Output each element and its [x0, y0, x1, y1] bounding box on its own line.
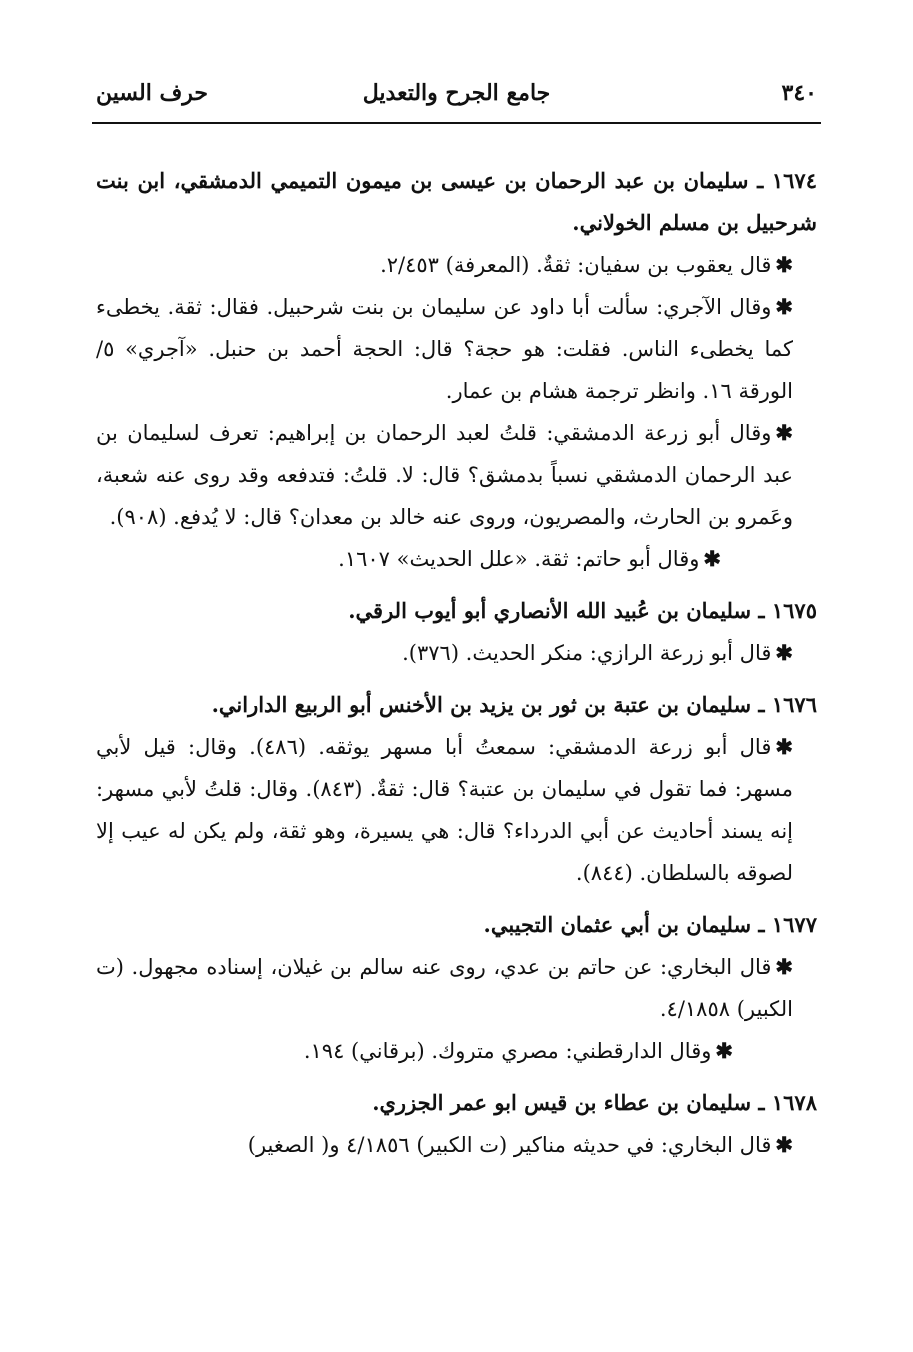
paragraph-text: قال أبو زرعة الدمشقي: سمعتُ أبا مسهر يوثقه. (٤٨٦). وقال: قيل لأبي مسهر: فما تقول في سليمان بن عتبة؟ قال: ثقةٌ. (٨٤٣). وقال: قلتُ لأبي مسهر: إنه يسند أحاديث عن أبي الدرداء؟ قال: هي يسيرة، وهو ثقة، ولم يكن له عيب إلا لصوقه بالسلطان. (٨٤٤). — [96, 735, 793, 885]
asterisk-icon: ✱ — [775, 734, 793, 759]
entry-paragraph — [96, 632, 817, 674]
book-title: جامع الجرح والتعديل — [362, 80, 551, 106]
paragraph-text: وقال أبو حاتم: ثقة. «علل الحديث» ١٦٠٧. — [338, 547, 700, 571]
chapter-title: حرف السين — [96, 80, 209, 106]
entry-paragraph — [96, 412, 817, 538]
entry-heading: ١٦٧٥ ـ سليمان بن عُبيد الله الأنصاري أبو أيوب الرقي. — [348, 598, 817, 623]
entry-paragraph — [96, 1124, 817, 1166]
asterisk-icon: ✱ — [775, 252, 793, 277]
entry-paragraph — [96, 1030, 817, 1072]
asterisk-icon: ✱ — [703, 546, 721, 571]
asterisk-icon: ✱ — [775, 1132, 793, 1157]
entry-paragraph — [96, 538, 817, 580]
asterisk-icon: ✱ — [715, 1038, 733, 1063]
page-body — [96, 160, 817, 1176]
entry — [96, 160, 817, 580]
paragraph-text: قال أبو زرعة الرازي: منكر الحديث. (٣٧٦). — [402, 641, 772, 665]
paragraph-text: وقال الآجري: سألت أبا داود عن سليمان بن بنت شرحبيل. فقال: ثقة. يخطىء كما يخطىء الناس. فقلت: هو حجة؟ قال: الحجة أحمد بن حنبل. «آجري» ٥/الورقة ١٦. وانظر ترجمة هشام بن عمار. — [96, 295, 793, 403]
entry-paragraph — [96, 244, 817, 286]
entry — [96, 904, 817, 1072]
header-rule — [92, 122, 821, 124]
entry-heading: ١٦٧٦ ـ سليمان بن عتبة بن ثور بن يزيد بن الأخنس أبو الربيع الداراني. — [211, 692, 817, 717]
asterisk-icon: ✱ — [775, 954, 793, 979]
paragraph-text: وقال الدارقطني: مصري متروك. (برقاني) ١٩٤. — [303, 1039, 712, 1063]
entry-paragraph — [96, 726, 817, 894]
page-number: ٣٤٠ — [781, 80, 817, 106]
entry-paragraph — [96, 946, 817, 1030]
entry-heading: ١٦٧٨ ـ سليمان بن عطاء بن قيس ابو عمر الجزري. — [372, 1090, 817, 1115]
page-header — [96, 80, 817, 116]
asterisk-icon: ✱ — [775, 294, 793, 319]
paragraph-text: وقال أبو زرعة الدمشقي: قلتُ لعبد الرحمان بن إبراهيم: تعرف لسليمان بن عبد الرحمان الدمشقي نسباً بدمشق؟ قال: لا. قلتُ: فتدفعه وقد روى عنه شعبة، وعَمرو بن الحارث، والمصريون، وروى عنه خالد بن معدان؟ قال: لا يُدفع. (٩٠٨). — [96, 421, 793, 529]
entry — [96, 590, 817, 674]
entry-heading: ١٦٧٤ ـ سليمان بن عبد الرحمان بن عيسى بن ميمون التميمي الدمشقي، ابن بنت شرحبيل بن مسلم الخولاني. — [96, 168, 817, 235]
entry-paragraph — [96, 286, 817, 412]
paragraph-text: قال البخاري: في حديثه مناكير (ت الكبير) ٤/١٨٥٦ و( الصغير) — [247, 1133, 772, 1157]
paragraph-text: قال يعقوب بن سفيان: ثقةٌ. (المعرفة) ٢/٤٥٣. — [380, 253, 772, 277]
entry — [96, 1082, 817, 1166]
asterisk-icon: ✱ — [775, 420, 793, 445]
entry — [96, 684, 817, 894]
paragraph-text: قال البخاري: عن حاتم بن عدي، روى عنه سالم بن غيلان، إسناده مجهول. (ت الكبير) ٤/١٨٥٨. — [96, 955, 793, 1021]
entry-heading: ١٦٧٧ ـ سليمان بن أبي عثمان التجيبي. — [483, 912, 817, 937]
asterisk-icon: ✱ — [775, 640, 793, 665]
